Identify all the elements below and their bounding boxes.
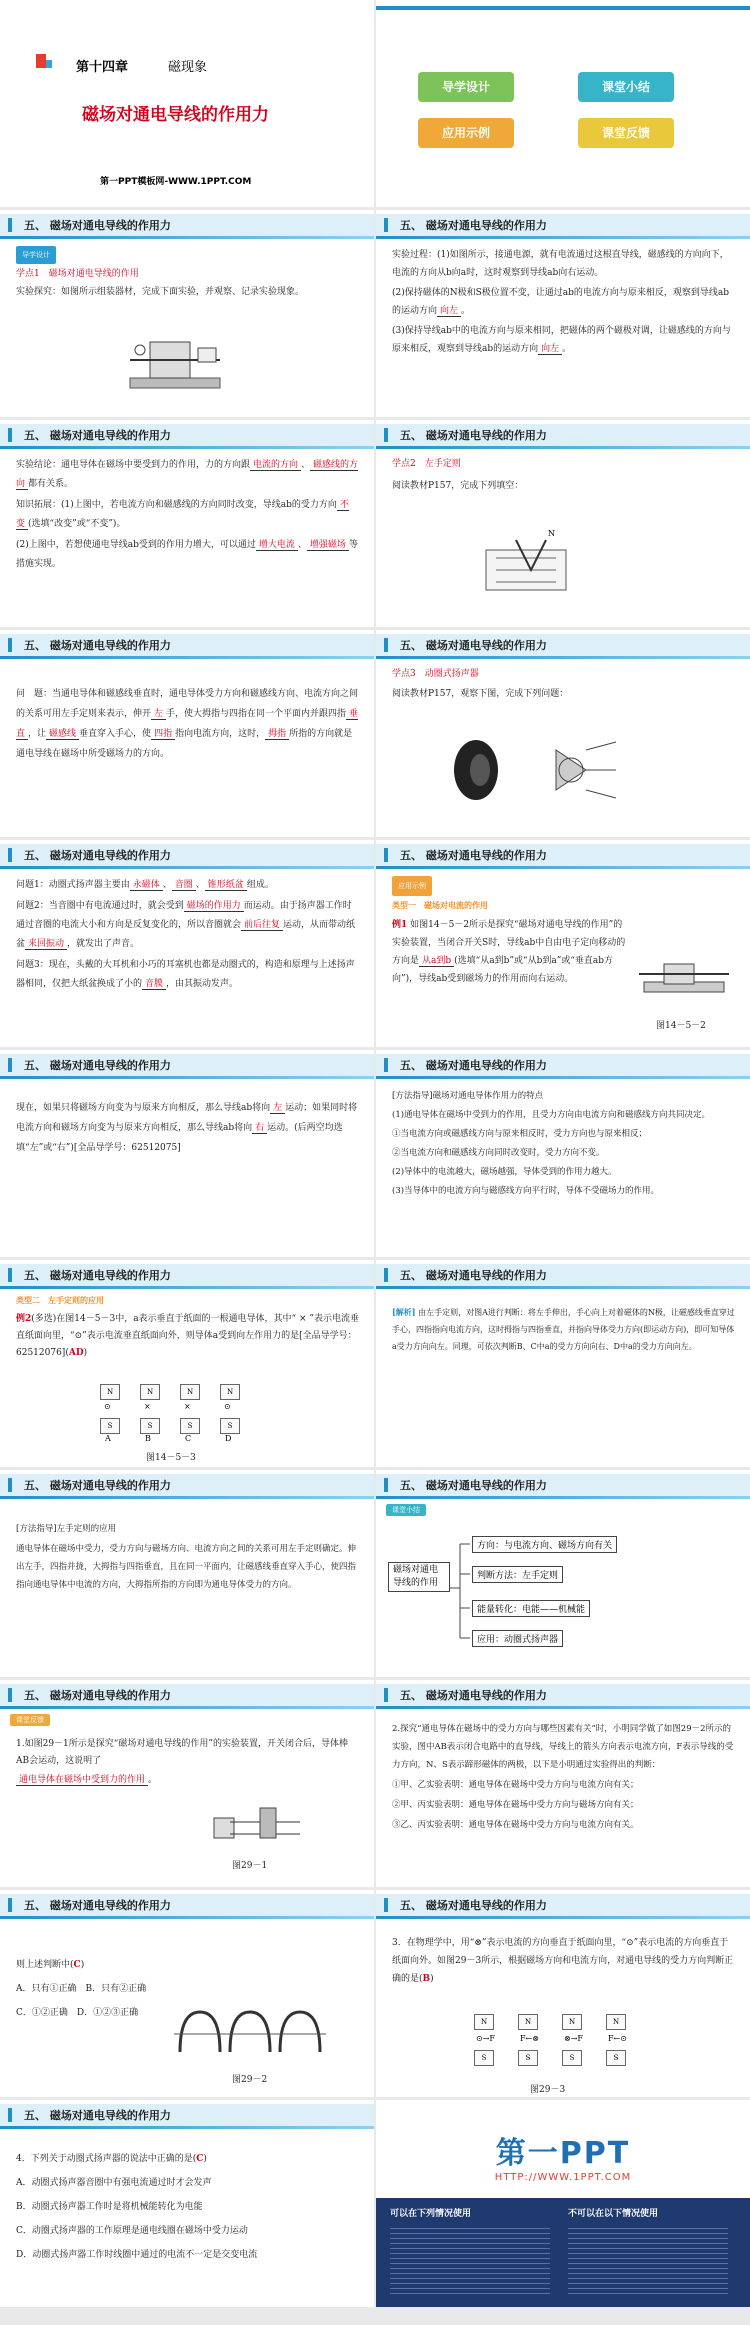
slide-speaker	[376, 630, 750, 837]
slide-analysis	[376, 1260, 750, 1467]
feedback-q1: 1.如图29－1所示是探究“磁场对通电导线的作用”的实验装置，开关闭合后，导体棒AB会运动，这说明了	[16, 1739, 348, 1766]
example-2-text: 例2(多选)在图14－5－3中，a表示垂直于纸面的一根通电导体，其中“ × ”表示电流垂直纸面向里，“⊙”表示电流垂直纸面向外，则导体a受到向左作用力的是[全品导学号：62512076](AD)	[16, 1314, 360, 1358]
brand-url: HTTP://WWW.1PPT.COM	[494, 2172, 632, 2183]
slide-feedback-3	[376, 1890, 750, 2097]
summary-branch-application: 应用：动圈式扬声器	[472, 1630, 563, 1647]
title-accent-bar	[36, 54, 46, 68]
question-1: 问题1：动圈式扬声器主要由 永磁体 、 音圈 、 锥形纸盆 组成。	[16, 880, 274, 890]
slide-rule-question	[0, 630, 374, 837]
process-step-1: 实验过程：(1)如图所示，接通电源，就有电流通过这根直导线，磁感线的方向向下，电流的方向从b向a时，这时观察到导线ab向右运动。	[392, 250, 729, 278]
method-title: [方法指导]磁场对通电导体作用力的特点	[392, 1091, 544, 1101]
magnet-diagram-row: N N N N S S S S ⊙→F F←⊗ ⊗→F F←⊙	[470, 2014, 650, 2074]
study-point: 学点1 磁场对通电导线的作用	[16, 269, 139, 279]
extension-1: 知识拓展：(1)上图中，若电流方向和磁感线的方向同时改变，导线ab的受力方向 不变 (选填“改变”或“不变”)。	[16, 500, 349, 529]
slide-header	[376, 1474, 750, 1496]
body-text: 阅读教材P157，完成下列填空：	[392, 481, 524, 491]
usage-allowed-heading: 可以在下列情况使用	[390, 2209, 472, 2219]
menu-slide	[376, 0, 750, 207]
section-badge: 课堂反馈	[10, 1714, 50, 1726]
slide-example-1	[376, 840, 750, 1047]
section-title: 五、 磁场对通电导线的作用力	[24, 1899, 171, 1912]
example-1-text: 例1 如图14－5－2所示是探究“磁场对通电导线的作用”的实验装置，当闭合开关S时，导线ab中自由电子定向移动的方向是 从a到b (选填“从a到b”或“从b到a”或“垂直ab方向”)，导线ab受到磁场力的作用而向右运动。	[392, 920, 626, 984]
question-2: 问题2：当音圈中有电流通过时，就会受到 磁场的作用力 而运动。由于扬声器工作时通过音圈的电流大小和方向是反复变化的，所以音圈就会 前后往复 运动，从而带动纸盆 来回振动 ，就发出了声音。	[16, 901, 356, 949]
option-label-c: C	[185, 1434, 192, 1443]
usage-forbidden-heading: 不可以在以下情况使用	[568, 2209, 659, 2219]
experiment-apparatus-figure	[120, 320, 240, 410]
slide-header	[0, 1684, 374, 1706]
menu-item-feedback[interactable]: 课堂反馈	[578, 118, 674, 148]
slide-feedback-2	[376, 1680, 750, 1887]
section-title: 五、 磁场对通电导线的作用力	[24, 429, 171, 442]
menu-top-stripe	[376, 6, 750, 10]
slide-header	[0, 1474, 374, 1496]
section-title: 五、 磁场对通电导线的作用力	[400, 1899, 547, 1912]
section-title: 五、 磁场对通电导线的作用力	[24, 219, 171, 232]
method-line-4: (2)导体中的电流越大，磁场越强，导体受到的作用力越大。	[392, 1167, 617, 1177]
slide-example-2	[0, 1260, 374, 1467]
slide-header	[376, 1684, 750, 1706]
rule-question-text: 问 题：当通电导体和磁感线垂直时，通电导体受力方向和磁感线方向、电流方向之间的关系可用左手定则来表示，伸开 左 手，使大拇指与四指在同一个平面内并跟四指 垂直 ，让 磁感线 垂直穿入手心，使 四指 指向电流方向，这时， 拇指 所指的方向就是通电导线在磁场中所受磁场力的方向。	[16, 689, 359, 759]
figure-caption: 图29－2	[232, 2075, 268, 2085]
example-type: 类型二 左手定则的应用	[16, 1295, 104, 1305]
slide-header	[0, 424, 374, 446]
slide-header	[0, 1894, 374, 1916]
menu-item-examples[interactable]: 应用示例	[418, 118, 514, 148]
judgement-question: 则上述判断中(C)	[16, 1960, 85, 1970]
section-title: 五、 磁场对通电导线的作用力	[400, 639, 547, 652]
section-title: 五、 磁场对通电导线的作用力	[24, 2109, 171, 2122]
feedback-q4: 4．下列关于动圈式扬声器的说法中正确的是(C)	[16, 2154, 207, 2164]
answer-blank: 向左	[437, 306, 461, 317]
option-c: C．动圈式扬声器的工作原理是通电线圈在磁场中受力运动	[16, 2226, 248, 2236]
site-name: 第一PPT模板网-WWW.1PPT.COM	[100, 177, 252, 187]
slide-conclusion	[0, 420, 374, 627]
slide-header	[376, 634, 750, 656]
lesson-title: 磁场对通电导线的作用力	[82, 105, 269, 125]
slide-header	[376, 1264, 750, 1286]
summary-branch-energy: 能量转化：电能——机械能	[472, 1600, 590, 1617]
figure-caption: 图29－1	[232, 1861, 268, 1871]
slide-header	[0, 1054, 374, 1076]
title-accent-bar-2	[46, 60, 52, 68]
summary-connector	[450, 1538, 470, 1648]
option-label-d: D	[225, 1434, 232, 1443]
section-title: 五、 磁场对通电导线的作用力	[24, 1689, 171, 1702]
slide-method-guide-2	[0, 1470, 374, 1677]
section-title: 五、 磁场对通电导线的作用力	[400, 429, 547, 442]
summary-branch-direction: 方向：与电流方向、磁场方向有关	[472, 1536, 617, 1553]
section-badge: 课堂小结	[386, 1504, 426, 1516]
judgement-2: ②甲、丙实验表明：通电导体在磁场中受力方向与磁场方向有关；	[392, 1800, 639, 1810]
option-label-a: A	[105, 1434, 111, 1443]
slide-header	[0, 2104, 374, 2126]
slide-header	[0, 844, 374, 866]
experiment-comparison-figure	[170, 2002, 330, 2062]
body-text: 阅读教材P157，观察下图，完成下列问题：	[392, 689, 569, 699]
option-label-b: B	[145, 1434, 151, 1443]
method-line-3: ②当电流方向和磁感线方向同时改变时，受力方向不变。	[392, 1148, 605, 1158]
section-title: 五、 磁场对通电导线的作用力	[24, 1269, 171, 1282]
section-title: 五、 磁场对通电导线的作用力	[400, 1059, 547, 1072]
slide-header	[376, 424, 750, 446]
slide-example-1-cont	[0, 1050, 374, 1257]
summary-branch-method: 判断方法：左手定则	[472, 1566, 563, 1583]
summary-root: 磁场对通电导线的作用	[388, 1562, 450, 1592]
extension-2: (2)上图中，若想使通电导线ab受到的作用力增大，可以通过 增大电流 、 增强磁场 等措施实现。	[16, 540, 358, 569]
analysis-text: [解析] 由左手定则，对图A进行判断：将左手伸出，手心向上对着磁体的N极，让磁感线垂直穿过手心，四指指向电流方向，这时拇指与四指垂直，并指向导体受力方向(即运动方向)，即可知导体a受力方向向左。同理，可依次判断B、C中a的受力方向向右、D中a的受力方向向左。	[392, 1307, 735, 1351]
feedback-q2: 2.探究“通电导体在磁场中的受力方向与哪些因素有关”时，小明同学做了如图29－2所示的实验，图中AB表示闭合电路中的直导线，导线上的箭头方向表示电流方向，F表示导线的受力方向，N、S表示蹄形磁体的两极，以下是小明通过实验得出的判断：	[392, 1724, 734, 1770]
figure-caption: 图29－3	[530, 2085, 566, 2095]
process-step-2: (2)保持磁体的N极和S极位置不变，让通过ab的电流方向与原来相反，观察到导线ab的运动方向 向左 。	[392, 288, 730, 316]
slide-guide-intro	[0, 210, 374, 417]
section-title: 五、 磁场对通电导线的作用力	[400, 1269, 547, 1282]
section-title: 五、 磁场对通电导线的作用力	[24, 1479, 171, 1492]
slide-feedback-1: 五、 磁场对通电导线的作用力 课堂反馈 1.如图29－1所示是探究“磁场对通电导线的作用”的实验装置，开关闭合后，导体棒AB会运动，这说明了 通电导体在磁场中受到力的作用 。 图29－1	[0, 1680, 374, 1887]
slide-header	[376, 844, 750, 866]
chapter-label: 第十四章	[76, 60, 129, 75]
answer-blank: 通电导体在磁场中受到力的作用	[16, 1775, 148, 1786]
method-line-5: (3)当导体中的电流方向与磁感线方向平行时，导体不受磁场力的作用。	[392, 1186, 660, 1196]
brand-logo: 第一PPT	[495, 2136, 631, 2171]
slide-summary	[376, 1470, 750, 1677]
options-ab: A．只有①正确 B．只有②正确	[16, 1984, 147, 1994]
slide-method-guide-1	[376, 1050, 750, 1257]
section-badge: 应用示例	[392, 876, 432, 896]
judgement-3: ③乙、丙实验表明：通电导体在磁场中受力方向与电流方向有关。	[392, 1820, 639, 1830]
section-title: 五、 磁场对通电导线的作用力	[400, 849, 547, 862]
study-point: 学点3 动圈式扬声器	[392, 669, 479, 679]
slide-feedback-2-options	[0, 1890, 374, 2097]
method-text: 通电导体在磁场中受力，受力方向与磁场方向、电流方向之间的关系可用左手定则确定。伸出左手，四指并拢，大拇指与四指垂直，且在同一平面内，让磁感线垂直穿入手心，使四指指向通电导体中电流的方向，大拇指所指的方向即为通电导体受力的方向。	[16, 1544, 357, 1590]
slide-left-hand-rule	[376, 420, 750, 627]
process-step-3: (3)保持导线ab中的电流方向与原来相同，把磁体的两个磁极对调，让磁感线的方向与原来相反，观察到导线ab的运动方向 向左 。	[392, 326, 731, 354]
options-cd: C．①②正确 D．①②③正确	[16, 2008, 139, 2018]
slide-brand	[376, 2100, 750, 2307]
answer-blank: 向左	[538, 344, 562, 355]
menu-item-summary[interactable]: 课堂小结	[578, 72, 674, 102]
chapter-name: 磁现象	[168, 60, 208, 75]
slide-header	[376, 1894, 750, 1916]
feedback-q3: 3．在物理学中，用“⊗”表示电流的方向垂直于纸面向里，“⊙”表示电流的方向垂直于纸面向外。如图29－3所示，根据磁场方向和电流方向，对通电导线的受力方向判断正确的是(B)	[392, 1938, 734, 1984]
slide-header	[0, 1264, 374, 1286]
example-1-continued: 现在，如果只将磁场方向变为与原来方向相反，那么导线ab将向 左 运动；如果同时将电流方向和磁场方向变为与原来方向相反，那么导线ab将向 右 运动。(后两空均选填“左”或“右”)[全品导学号：62512075]	[16, 1103, 358, 1153]
slide-header	[376, 214, 750, 236]
menu-item-guide[interactable]: 导学设计	[418, 72, 514, 102]
magnet-diagram-row: N N N N S S S S ⊙ × × ⊙ A B C D	[96, 1384, 256, 1444]
slide-feedback-4	[0, 2100, 374, 2307]
slide-header	[0, 634, 374, 656]
apparatus-figure	[634, 952, 734, 1012]
section-badge: 导学设计	[16, 246, 56, 264]
example-type: 类型一 磁场对电流的作用	[392, 900, 488, 910]
method-title: [方法指导]左手定则的应用	[16, 1524, 117, 1534]
method-line-2: ①当电流方向或磁感线方向与原来相反时，受力方向也与原来相反；	[392, 1129, 648, 1139]
section-title: 五、 磁场对通电导线的作用力	[24, 1059, 171, 1072]
slide-header	[0, 214, 374, 236]
section-title: 五、 磁场对通电导线的作用力	[24, 639, 171, 652]
option-a: A．动圈式扬声器音圈中有强电流通过时才会发声	[16, 2178, 212, 2188]
usage-lines-right	[568, 2224, 728, 2294]
section-title: 五、 磁场对通电导线的作用力	[400, 1689, 547, 1702]
judgement-1: ①甲、乙实验表明：通电导体在磁场中受力方向与电流方向有关；	[392, 1780, 639, 1790]
method-line-1: (1)通电导体在磁场中受到力的作用，且受力方向由电流方向和磁感线方向共同决定。	[392, 1110, 711, 1120]
left-hand-figure	[476, 520, 586, 610]
svg-text:N: N	[548, 529, 555, 538]
usage-lines-left	[390, 2224, 550, 2294]
body-text: 实验探究：如图所示组装器材，完成下面实验，并观察、记录实验现象。	[16, 287, 305, 297]
section-title: 五、 磁场对通电导线的作用力	[400, 1479, 547, 1492]
slide-experiment-process	[376, 210, 750, 417]
section-title: 五、 磁场对通电导线的作用力	[400, 219, 547, 232]
brand-info-panel	[376, 2198, 750, 2307]
option-d: D．动圈式扬声器工作时线圈中通过的电流不一定是交变电流	[16, 2250, 258, 2260]
title-slide	[0, 0, 374, 207]
study-point: 学点2 左手定则	[392, 459, 461, 469]
option-b: B．动圈式扬声器工作时是将机械能转化为电能	[16, 2202, 203, 2212]
speaker-figure	[436, 720, 636, 820]
rails-figure	[200, 1798, 310, 1848]
slide-header	[376, 1054, 750, 1076]
conclusion-text: 实验结论：通电导体在磁场中要受到力的作用，力的方向跟 电流的方向 、 磁感线的方向 都有关系。	[16, 460, 359, 489]
section-title: 五、 磁场对通电导线的作用力	[24, 849, 171, 862]
figure-caption: 图14－5－2	[656, 1021, 706, 1031]
slide-speaker-questions	[0, 840, 374, 1047]
question-3: 问题3：现在，头戴的大耳机和小巧的耳塞机也都是动圈式的，构造和原理与上述扬声器相同，仅把大纸盆换成了小的 音膜 ，由其振动发声。	[16, 960, 355, 989]
figure-caption: 图14－5－3	[146, 1453, 196, 1463]
